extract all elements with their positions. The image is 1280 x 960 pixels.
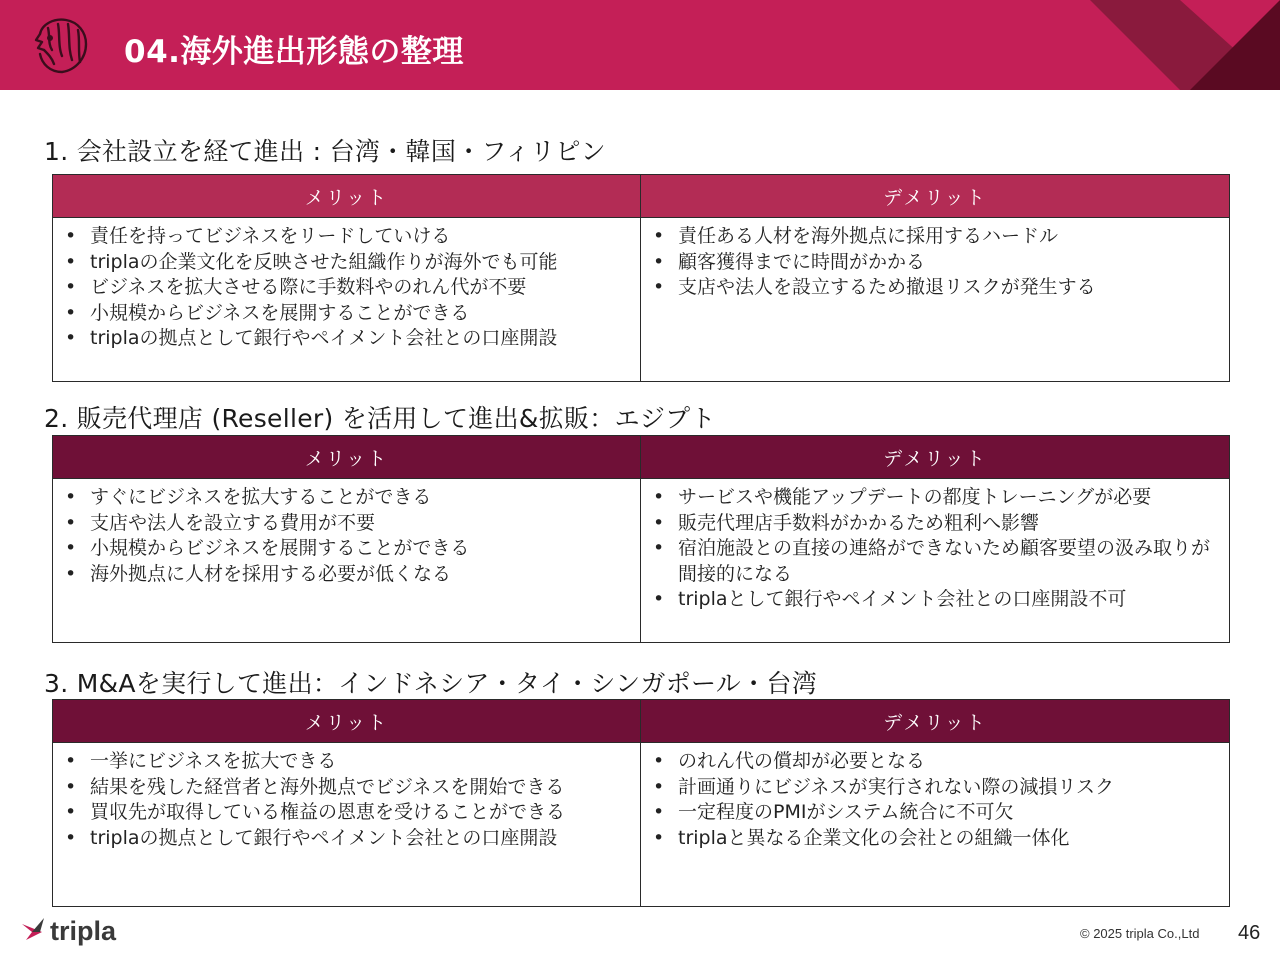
- tripla-logo: [20, 912, 135, 948]
- demerit-cell: [641, 479, 1230, 643]
- merit-cell: [53, 218, 641, 382]
- list-item: • 支店や法人を設立する費用が不要: [63, 511, 632, 537]
- merit-header: メリット: [53, 436, 641, 479]
- list-item: • triplaの拠点として銀行やペイメント会社との口座開設: [63, 826, 632, 852]
- slide-title: 04.海外進出形態の整理: [124, 34, 464, 70]
- comparison-table-3: [52, 699, 1230, 907]
- comparison-table-2: [52, 435, 1230, 643]
- list-item: • サービスや機能アップデートの都度トレーニングが必要: [651, 485, 1221, 511]
- list-item: • 責任を持ってビジネスをリードしていける: [63, 224, 632, 250]
- logo-text: tripla: [50, 916, 117, 946]
- comparison-table-1: [52, 174, 1230, 382]
- demerit-cell: [641, 743, 1230, 907]
- page-number: 46: [1238, 922, 1261, 944]
- demerit-cell: [641, 218, 1230, 382]
- list-item: • ビジネスを拡大させる際に手数料やのれん代が不要: [63, 275, 632, 301]
- merit-header: メリット: [53, 700, 641, 743]
- list-item: • 一定程度のPMIがシステム統合に不可欠: [651, 800, 1221, 826]
- list-item: • 結果を残した経営者と海外拠点でビジネスを開始できる: [63, 775, 632, 801]
- lion-head-icon: [32, 14, 92, 76]
- header-decoration: [1090, 0, 1280, 90]
- slide-header: [0, 0, 1280, 90]
- list-item: • 宿泊施設との直接の連絡ができないため顧客要望の汲み取りが間接的になる: [651, 536, 1221, 587]
- copyright: © 2025 tripla Co.,Ltd: [1080, 926, 1200, 941]
- list-item: • 小規模からビジネスを展開することができる: [63, 301, 632, 327]
- section-title-2: 2. 販売代理店 (Reseller) を活用して進出&拡販：エジプト: [44, 404, 716, 433]
- list-item: • triplaの企業文化を反映させた組織作りが海外でも可能: [63, 250, 632, 276]
- list-item: • triplaの拠点として銀行やペイメント会社との口座開設: [63, 326, 632, 352]
- list-item: • 支店や法人を設立するため撤退リスクが発生する: [651, 275, 1221, 301]
- merit-cell: [53, 743, 641, 907]
- section-title-3: 3. M&Aを実行して進出：インドネシア・タイ・シンガポール・台湾: [44, 669, 817, 698]
- list-item: • 販売代理店手数料がかかるため粗利へ影響: [651, 511, 1221, 537]
- list-item: • 一挙にビジネスを拡大できる: [63, 749, 632, 775]
- list-item: • 計画通りにビジネスが実行されない際の減損リスク: [651, 775, 1221, 801]
- demerit-header: デメリット: [641, 175, 1230, 218]
- demerit-header: デメリット: [641, 436, 1230, 479]
- tripla-bird-icon: [22, 918, 44, 940]
- merit-cell: [53, 479, 641, 643]
- list-item: • 海外拠点に人材を採用する必要が低くなる: [63, 562, 632, 588]
- section-title-1: 1. 会社設立を経て進出 : 台湾・韓国・フィリピン: [44, 137, 606, 166]
- list-item: • すぐにビジネスを拡大することができる: [63, 485, 632, 511]
- list-item: • のれん代の償却が必要となる: [651, 749, 1221, 775]
- demerit-header: デメリット: [641, 700, 1230, 743]
- list-item: • triplaとして銀行やペイメント会社との口座開設不可: [651, 587, 1221, 613]
- list-item: • triplaと異なる企業文化の会社との組織一体化: [651, 826, 1221, 852]
- list-item: • 顧客獲得までに時間がかかる: [651, 250, 1221, 276]
- merit-header: メリット: [53, 175, 641, 218]
- list-item: • 買収先が取得している権益の恩恵を受けることができる: [63, 800, 632, 826]
- list-item: • 小規模からビジネスを展開することができる: [63, 536, 632, 562]
- list-item: • 責任ある人材を海外拠点に採用するハードル: [651, 224, 1221, 250]
